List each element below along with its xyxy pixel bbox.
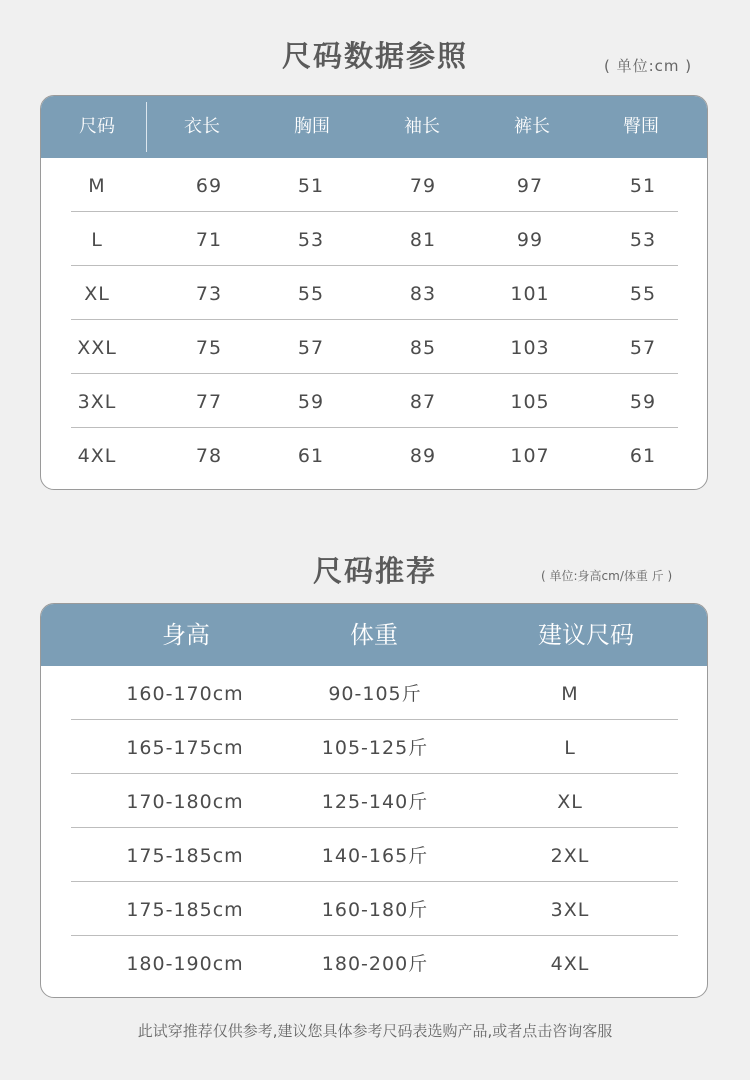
cell-size: M xyxy=(88,175,106,197)
cell-pants-length: 97 xyxy=(516,175,544,197)
cell-size: XXL xyxy=(77,337,117,359)
cell-size: 4XL xyxy=(77,445,117,467)
table-row xyxy=(71,936,678,990)
header-sleeve: 袖长 xyxy=(404,116,440,137)
size-chart-table xyxy=(40,95,708,490)
cell-sleeve: 83 xyxy=(409,283,437,305)
cell-pants-length: 105 xyxy=(510,391,550,413)
table-row xyxy=(71,428,678,482)
cell-hip: 55 xyxy=(629,283,657,305)
cell-sleeve: 85 xyxy=(409,337,437,359)
recommendation-header xyxy=(41,604,707,666)
table-row xyxy=(71,212,678,266)
cell-weight: 105-125斤 xyxy=(321,737,429,759)
cell-chest: 51 xyxy=(297,175,325,197)
cell-sleeve: 81 xyxy=(409,229,437,251)
size-chart-title: 尺码数据参照 xyxy=(281,39,468,73)
cell-weight: 140-165斤 xyxy=(321,845,429,867)
table-row xyxy=(71,882,678,936)
cell-hip: 61 xyxy=(629,445,657,467)
cell-length: 69 xyxy=(195,175,223,197)
cell-pants-length: 99 xyxy=(516,229,544,251)
cell-pants-length: 101 xyxy=(510,283,550,305)
cell-weight: 160-180斤 xyxy=(321,899,429,921)
cell-height: 170-180cm xyxy=(126,791,244,813)
cell-size: XL xyxy=(84,283,110,305)
cell-length: 75 xyxy=(195,337,223,359)
table-row xyxy=(71,828,678,882)
cell-height: 175-185cm xyxy=(126,899,244,921)
cell-weight: 90-105斤 xyxy=(328,683,422,705)
header-hip: 臀围 xyxy=(623,116,659,137)
cell-length: 71 xyxy=(195,229,223,251)
cell-length: 78 xyxy=(195,445,223,467)
cell-suggested-size: 2XL xyxy=(550,845,590,867)
cell-sleeve: 87 xyxy=(409,391,437,413)
size-chart-header xyxy=(41,96,707,158)
cell-chest: 55 xyxy=(297,283,325,305)
cell-weight: 125-140斤 xyxy=(321,791,429,813)
recommendation-title: 尺码推荐 xyxy=(312,554,437,588)
size-chart-unit-note: ( 单位:cm ) xyxy=(604,57,693,75)
cell-suggested-size: 3XL xyxy=(550,899,590,921)
cell-hip: 51 xyxy=(629,175,657,197)
cell-chest: 59 xyxy=(297,391,325,413)
header-size: 尺码 xyxy=(79,116,115,137)
cell-suggested-size: 4XL xyxy=(550,953,590,975)
recommendation-table xyxy=(40,603,708,998)
cell-sleeve: 89 xyxy=(409,445,437,467)
table-row xyxy=(71,774,678,828)
table-row xyxy=(71,720,678,774)
cell-hip: 57 xyxy=(629,337,657,359)
header-suggested-size: 建议尺码 xyxy=(538,621,634,649)
header-chest: 胸围 xyxy=(294,116,330,137)
table-row xyxy=(71,666,678,720)
table-row xyxy=(71,374,678,428)
cell-chest: 57 xyxy=(297,337,325,359)
header-height: 身高 xyxy=(162,621,210,649)
cell-height: 165-175cm xyxy=(126,737,244,759)
recommendation-unit-note: ( 单位:身高cm/体重 斤 ) xyxy=(541,569,673,583)
header-divider xyxy=(146,102,147,152)
cell-size: 3XL xyxy=(77,391,117,413)
table-row xyxy=(71,320,678,374)
table-row xyxy=(71,158,678,212)
header-weight: 体重 xyxy=(350,621,398,649)
cell-hip: 59 xyxy=(629,391,657,413)
cell-suggested-size: M xyxy=(561,683,579,705)
cell-chest: 53 xyxy=(297,229,325,251)
header-length: 衣长 xyxy=(184,116,220,137)
cell-sleeve: 79 xyxy=(409,175,437,197)
cell-hip: 53 xyxy=(629,229,657,251)
cell-length: 73 xyxy=(195,283,223,305)
cell-pants-length: 103 xyxy=(510,337,550,359)
cell-length: 77 xyxy=(195,391,223,413)
cell-weight: 180-200斤 xyxy=(321,953,429,975)
cell-size: L xyxy=(91,229,103,251)
footer-note: 此试穿推荐仅供参考,建议您具体参考尺码表选购产品,或者点击咨询客服 xyxy=(137,1022,613,1040)
cell-height: 175-185cm xyxy=(126,845,244,867)
cell-height: 180-190cm xyxy=(126,953,244,975)
cell-chest: 61 xyxy=(297,445,325,467)
cell-suggested-size: L xyxy=(564,737,576,759)
table-row xyxy=(71,266,678,320)
cell-suggested-size: XL xyxy=(557,791,583,813)
cell-height: 160-170cm xyxy=(126,683,244,705)
header-pants-length: 裤长 xyxy=(514,116,550,137)
cell-pants-length: 107 xyxy=(510,445,550,467)
